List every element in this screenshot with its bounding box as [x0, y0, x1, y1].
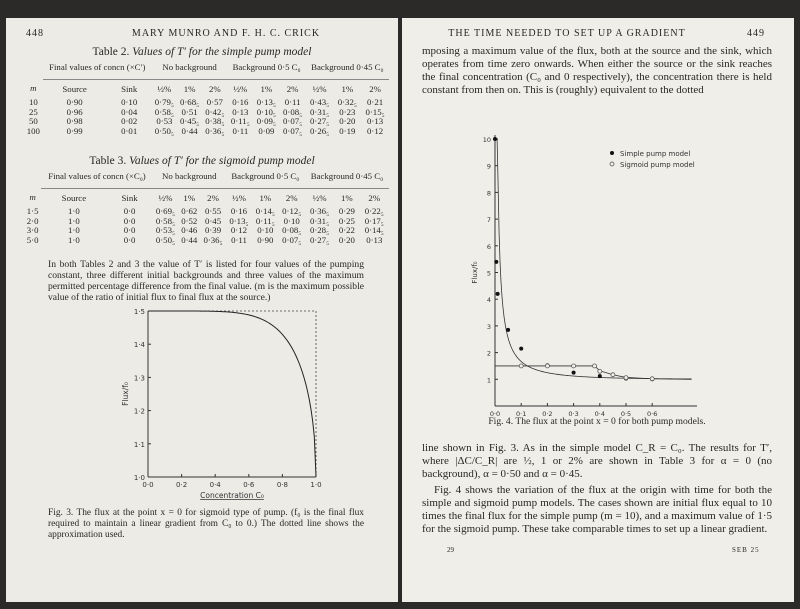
table-cell: 0·51: [181, 106, 198, 117]
x-tick-label: 0·2: [176, 481, 188, 489]
table-cell: 0·11: [232, 125, 249, 136]
y-tick-label: 2: [486, 349, 491, 358]
table-cell: 0·12₅: [282, 206, 302, 217]
table-cell: 0·12: [230, 225, 248, 236]
sigmoid-pump-point: [519, 364, 523, 368]
table-cell: 0·07₅: [282, 234, 302, 245]
table-cell: 0·0: [123, 206, 136, 217]
table-cell: 0·44: [181, 125, 198, 136]
simple-pump-point: [494, 260, 498, 264]
table-cell: 0·36₅: [205, 125, 225, 136]
flux-curve: [148, 311, 316, 477]
table-cell: 0·12: [367, 125, 384, 136]
column-header: 2%: [208, 83, 221, 94]
figure-4-caption: Fig. 4. The flux at the point x = 0 for both pump models.: [488, 416, 706, 427]
table-cell: 0·52: [181, 215, 198, 226]
table-cell: 1·0: [68, 215, 80, 226]
table-cell: 0·07₅: [283, 116, 303, 127]
table-cell: 0·11₅: [230, 116, 250, 127]
group-header: Background 0·45 C₀: [306, 63, 389, 79]
table-cell: 0·13: [366, 234, 383, 245]
table-cell: 0·10: [257, 225, 274, 236]
group-header: Background 0·45 C₀: [305, 172, 389, 188]
table2-label: Table 2.: [92, 46, 130, 58]
group-header: Background 0·5 C₀: [227, 63, 305, 79]
x-tick-label: 1·0: [310, 481, 322, 489]
column-header: m: [30, 83, 37, 94]
column-header: ½%: [312, 192, 327, 203]
table-cell: 0·0: [123, 225, 136, 236]
table-cell: 0·14₅: [255, 206, 275, 217]
blank-cell: [24, 63, 43, 79]
y-tick-label: 9: [486, 162, 491, 171]
right-page: [402, 18, 794, 602]
group-header: Background 0·5 C₀: [226, 172, 305, 188]
x-tick-label: 0·4: [594, 410, 605, 418]
table-cell: 1·0: [68, 206, 80, 217]
table-row: [24, 127, 389, 137]
table2-title: [6, 46, 398, 58]
sigmoid-pump-point: [572, 364, 576, 368]
simple-pump-point: [506, 328, 510, 332]
y-tick-label: 7: [486, 216, 491, 225]
y-tick-label: 1·0: [133, 474, 145, 482]
x-axis-label: Concentration C₀: [200, 491, 264, 500]
table-cell: 0·19: [339, 125, 356, 136]
table-cell: 0·99: [66, 125, 83, 136]
table-cell: 0·16: [232, 97, 249, 108]
table-cell: 0·90: [257, 234, 274, 245]
table-cell: 50: [28, 116, 38, 127]
running-head: MARY MUNRO AND F. H. C. CRICK: [131, 28, 321, 39]
table-cell: 0·0: [123, 234, 136, 245]
table-cell: 0·44: [181, 234, 198, 245]
column-header: Source: [61, 192, 87, 203]
table-cell: 0·13₅: [256, 97, 276, 108]
table-cell: 0·11₅: [255, 215, 275, 226]
table2-caption: Values of T′ for the simple pump model: [132, 46, 312, 58]
blank-cell: [24, 172, 41, 188]
table3: [24, 172, 389, 246]
table-cell: 0·22₅: [364, 206, 384, 217]
column-header: ½%: [157, 83, 172, 94]
table-cell: 0·36₅: [309, 206, 330, 217]
page-number: 449: [747, 28, 765, 39]
x-tick-label: 0·6: [243, 481, 255, 489]
sigmoid-pump-point: [545, 364, 549, 368]
table-cell: 0·55: [204, 206, 222, 217]
x-tick-label: 0·0: [142, 481, 154, 489]
x-tick-label: 0·0: [489, 410, 501, 418]
table-cell: 0·27₅: [310, 116, 330, 127]
y-tick-label: 3: [486, 322, 491, 331]
column-header: Sink: [121, 192, 138, 203]
group-header: No background: [153, 172, 226, 188]
table-cell: 0·98: [66, 116, 83, 127]
simple-pump-curve: [495, 139, 692, 379]
approximation-dotted-line: [148, 311, 316, 477]
column-header: 2%: [369, 83, 381, 94]
table-cell: 0·08₅: [283, 106, 303, 117]
table-cell: 5·0: [26, 234, 39, 245]
table-cell: 0·38₅: [205, 116, 225, 127]
table-cell: 0·79₅: [154, 97, 174, 108]
y-tick-label: 1·5: [133, 308, 145, 316]
table-cell: 0·10: [283, 215, 300, 226]
table3-caption: Values of T′ for the sigmoid pump model: [129, 155, 315, 167]
y-tick-label: 1·2: [133, 407, 145, 416]
simple-pump-point: [493, 137, 497, 141]
table-cell: 0·13₅: [229, 215, 249, 226]
table-cell: 0·21: [367, 97, 384, 108]
figure-3-caption: Fig. 3. The flux at the point x = 0 for sigmoid type of pump. (f₀ is the final flux required to maintain a linear gradient from C₀ to 0.) The dotted line shows the approximation used.: [48, 508, 364, 540]
footer-signature: 29: [447, 546, 454, 554]
table-cell: 0·10₅: [256, 106, 276, 117]
simple-pump-point: [598, 374, 602, 378]
legend-simple-marker: [610, 151, 614, 155]
footer-code: SEB 25: [732, 546, 760, 554]
figure-3: [106, 301, 336, 506]
table-cell: 0·11: [284, 97, 301, 108]
paragraph-3: Fig. 4 shows the variation of the flux at the origin with time for both the simple and sigmoid pump models. The cases shown are initial flux equal to 10 times the final flux for the simple pump (m = 10), and a maximum value of 1·5 for the sigmoid pump. These take comparable times to set up a linear gradient.: [422, 484, 772, 535]
page-number: 448: [26, 28, 44, 39]
table-cell: 0·22: [338, 225, 355, 236]
table-cell: 2·0: [26, 215, 39, 226]
y-tick-label: 5: [486, 269, 491, 278]
table-cell: 3·0: [26, 225, 39, 236]
table-cell: 0·10: [121, 97, 138, 108]
y-axis-label: Flux/f₀: [121, 382, 130, 406]
table-cell: 0·28₅: [309, 225, 330, 236]
table-cell: 0·0: [123, 215, 136, 226]
legend-simple-label: Simple pump model: [620, 150, 691, 158]
column-header: 2%: [286, 83, 299, 94]
legend-sigmoid-marker: [610, 162, 614, 166]
table-cell: 0·13: [232, 106, 249, 117]
tables-paragraph: In both Tables 2 and 3 the value of T′ is listed for four values of the pumping constant, three different initial backgrounds and three values of the maximum permitted percentage difference from the final value. (m is the maximum possible value of the ratio of initial flux to final flux at the source.): [48, 259, 364, 303]
sigmoid-pump-point: [593, 364, 597, 368]
table-cell: 0·42₅: [205, 106, 225, 117]
group-header: No background: [152, 63, 228, 79]
column-header: ½%: [312, 83, 327, 94]
simple-pump-point: [519, 347, 523, 351]
column-header: 1%: [183, 83, 196, 94]
sigmoid-pump-point: [624, 376, 628, 380]
table-cell: 0·27₅: [309, 234, 330, 245]
table-cell: 0·02: [121, 116, 138, 127]
table-cell: 0·17₅: [364, 215, 384, 226]
table-cell: 0·15₅: [365, 106, 385, 117]
table-cell: 0·58₅: [154, 106, 174, 117]
y-axis-label: Flux/f₀: [471, 261, 479, 284]
table-cell: 0·58₅: [155, 215, 176, 226]
column-header: 1%: [341, 83, 354, 94]
table-cell: 0·45: [204, 215, 222, 226]
y-tick-label: 1·3: [133, 374, 145, 383]
table-cell: 0·62: [181, 206, 198, 217]
table-cell: 25: [28, 106, 38, 117]
table-cell: 0·69₅: [155, 206, 176, 217]
table-cell: 0·39: [204, 225, 222, 236]
table3-title: [6, 155, 398, 167]
table3-label: Table 3.: [89, 155, 127, 167]
table-cell: 0·20: [339, 116, 356, 127]
column-header: ½%: [232, 192, 246, 203]
y-tick-label: 1·4: [133, 341, 145, 350]
table-cell: 0·36₅: [203, 234, 223, 245]
table-cell: 0·01: [121, 125, 138, 136]
paragraph-1: mposing a maximum value of the flux, both at the source and the sink, which operates from time zero onwards. When either the source or the sink reaches the final concentration (C₀ and 0 respectively), the concentration there is held constant from then on. This is (roughly) equivalent to the dotted: [422, 45, 772, 96]
table-cell: 0·31₅: [310, 106, 330, 117]
table-cell: 0·68₅: [179, 97, 200, 108]
group-header: Final values of concn (×C₀): [41, 172, 152, 188]
column-header: Sink: [121, 83, 138, 94]
table-cell: 0·14₅: [364, 225, 384, 236]
table-cell: 0·45₅: [179, 116, 200, 127]
y-tick-label: 1·1: [133, 440, 145, 449]
column-header: m: [29, 192, 36, 203]
column-header: 1%: [259, 192, 272, 203]
table-cell: 0·32₅: [337, 97, 357, 108]
simple-pump-point: [572, 371, 576, 375]
column-header: ½%: [233, 83, 248, 94]
column-header: 2%: [368, 192, 381, 203]
table-cell: 0·23: [339, 106, 356, 117]
column-header: 2%: [207, 192, 219, 203]
table2: [24, 63, 389, 137]
x-tick-label: 0·8: [276, 481, 288, 489]
column-header: 2%: [285, 192, 298, 203]
table-cell: 0·25: [338, 215, 355, 226]
table-cell: 100: [26, 125, 40, 136]
table-cell: 0·57: [206, 97, 223, 108]
y-tick-label: 6: [486, 242, 491, 251]
x-tick-label: 0·2: [542, 410, 553, 418]
table-cell: 1·5: [26, 206, 39, 217]
table-cell: 0·07₅: [283, 125, 303, 136]
paragraph-2: line shown in Fig. 3. As in the simple model C_R = C₀. The results for T′, where |ΔC/C_R| are ½, 1 or 2% are shown in Table 3 for α = 0 (no background), α = 0·50 and α = 0·45.: [422, 442, 772, 480]
running-head: THE TIME NEEDED TO SET UP A GRADIENT: [448, 28, 686, 39]
x-tick-label: 0·1: [516, 410, 527, 418]
y-tick-label: 1: [486, 376, 491, 385]
x-tick-label: 0·6: [647, 410, 658, 418]
table-cell: 10: [28, 97, 38, 108]
table-cell: 0·29: [338, 206, 355, 217]
sigmoid-pump-point: [598, 369, 602, 373]
group-header: Final values of concn (×C′): [43, 63, 152, 79]
x-tick-label: 0·4: [209, 481, 221, 489]
sigmoid-pump-point: [650, 377, 654, 381]
table-cell: 0·13: [367, 116, 384, 127]
figure-4: [462, 111, 762, 421]
left-page: [6, 18, 398, 602]
table-cell: 1·0: [68, 225, 80, 236]
x-tick-label: 0·3: [568, 410, 579, 418]
table-cell: 0·50₅: [155, 234, 176, 245]
table-cell: 0·50₅: [154, 125, 174, 136]
x-tick-label: 0·5: [620, 410, 632, 418]
table-cell: 0·09: [258, 125, 275, 136]
table-cell: 0·20: [338, 234, 355, 245]
sigmoid-pump-point: [611, 373, 615, 377]
legend-sigmoid-label: Sigmoid pump model: [620, 161, 695, 169]
table-row: [24, 236, 389, 246]
table-cell: 0·53₅: [155, 225, 176, 236]
y-tick-label: 4: [486, 296, 491, 305]
table-cell: 1·0: [68, 234, 80, 245]
column-header: ½%: [158, 192, 173, 203]
table-cell: 0·31₅: [309, 215, 330, 226]
column-header: 1%: [260, 83, 273, 94]
table-cell: 0·90: [66, 97, 83, 108]
table-cell: 0·53: [156, 116, 173, 127]
table-cell: 0·16: [230, 206, 248, 217]
column-header: 1%: [341, 192, 353, 203]
table-cell: 0·26₅: [310, 125, 330, 136]
table-cell: 0·11: [231, 234, 247, 245]
y-tick-label: 10: [482, 136, 491, 144]
table-cell: 0·08₅: [282, 225, 302, 236]
column-header: Source: [62, 83, 87, 94]
table-cell: 0·43₅: [310, 97, 330, 108]
table-cell: 0·09₅: [256, 116, 276, 127]
table-cell: 0·96: [66, 106, 83, 117]
table-cell: 0·04: [121, 106, 138, 117]
column-header: 1%: [183, 192, 196, 203]
y-tick-label: 8: [486, 189, 491, 198]
table-cell: 0·46: [181, 225, 198, 236]
simple-pump-point: [496, 292, 500, 296]
